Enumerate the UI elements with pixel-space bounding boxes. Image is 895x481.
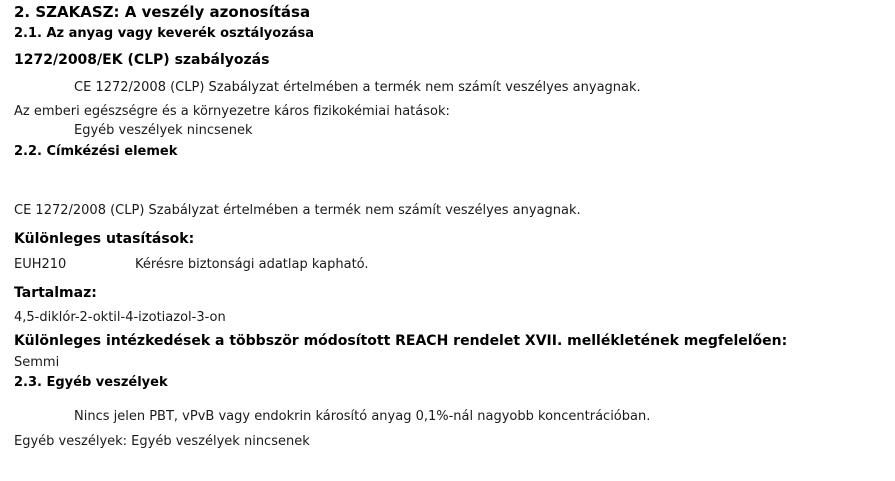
reach-annex-xvii-heading: Különleges intézkedések a többször módosított REACH rendelet XVII. mellékletének megfelelően:	[14, 333, 788, 349]
contains-heading: Tartalmaz:	[14, 285, 97, 301]
contains-substance: 4,5-diklór-2-oktil-4-izotiazol-3-on	[14, 310, 226, 325]
physicochemical-effects-value: Egyéb veszélyek nincsenek	[74, 123, 253, 138]
euh-text: Kérésre biztonsági adatlap kapható.	[135, 257, 369, 272]
section-2-1-title: 2.1. Az anyag vagy keverék osztályozása	[14, 26, 315, 41]
labelling-clp-statement: CE 1272/2008 (CLP) Szabályzat értelmében a termék nem számít veszélyes anyagnak.	[14, 203, 581, 218]
clp-classification-statement: CE 1272/2008 (CLP) Szabályzat értelmében a termék nem számít veszélyes anyagnak.	[74, 80, 641, 95]
clp-regulation-heading: 1272/2008/EK (CLP) szabályozás	[14, 52, 270, 68]
other-hazards-statement: Egyéb veszélyek: Egyéb veszélyek nincsenek	[14, 434, 310, 449]
pbt-vpvb-statement: Nincs jelen PBT, vPvB vagy endokrin károsító anyag 0,1%-nál nagyobb koncentrációban.	[74, 409, 651, 424]
section-2-2-title: 2.2. Címkézési elemek	[14, 144, 178, 159]
special-instructions-heading: Különleges utasítások:	[14, 231, 195, 247]
section-2-title: 2. SZAKASZ: A veszély azonosítása	[14, 3, 311, 21]
physicochemical-effects-label: Az emberi egészségre és a környezetre káros fizikokémiai hatások:	[14, 104, 450, 119]
reach-annex-xvii-value: Semmi	[14, 355, 60, 370]
section-2-3-title: 2.3. Egyéb veszélyek	[14, 375, 168, 390]
euh-code: EUH210	[14, 257, 67, 272]
